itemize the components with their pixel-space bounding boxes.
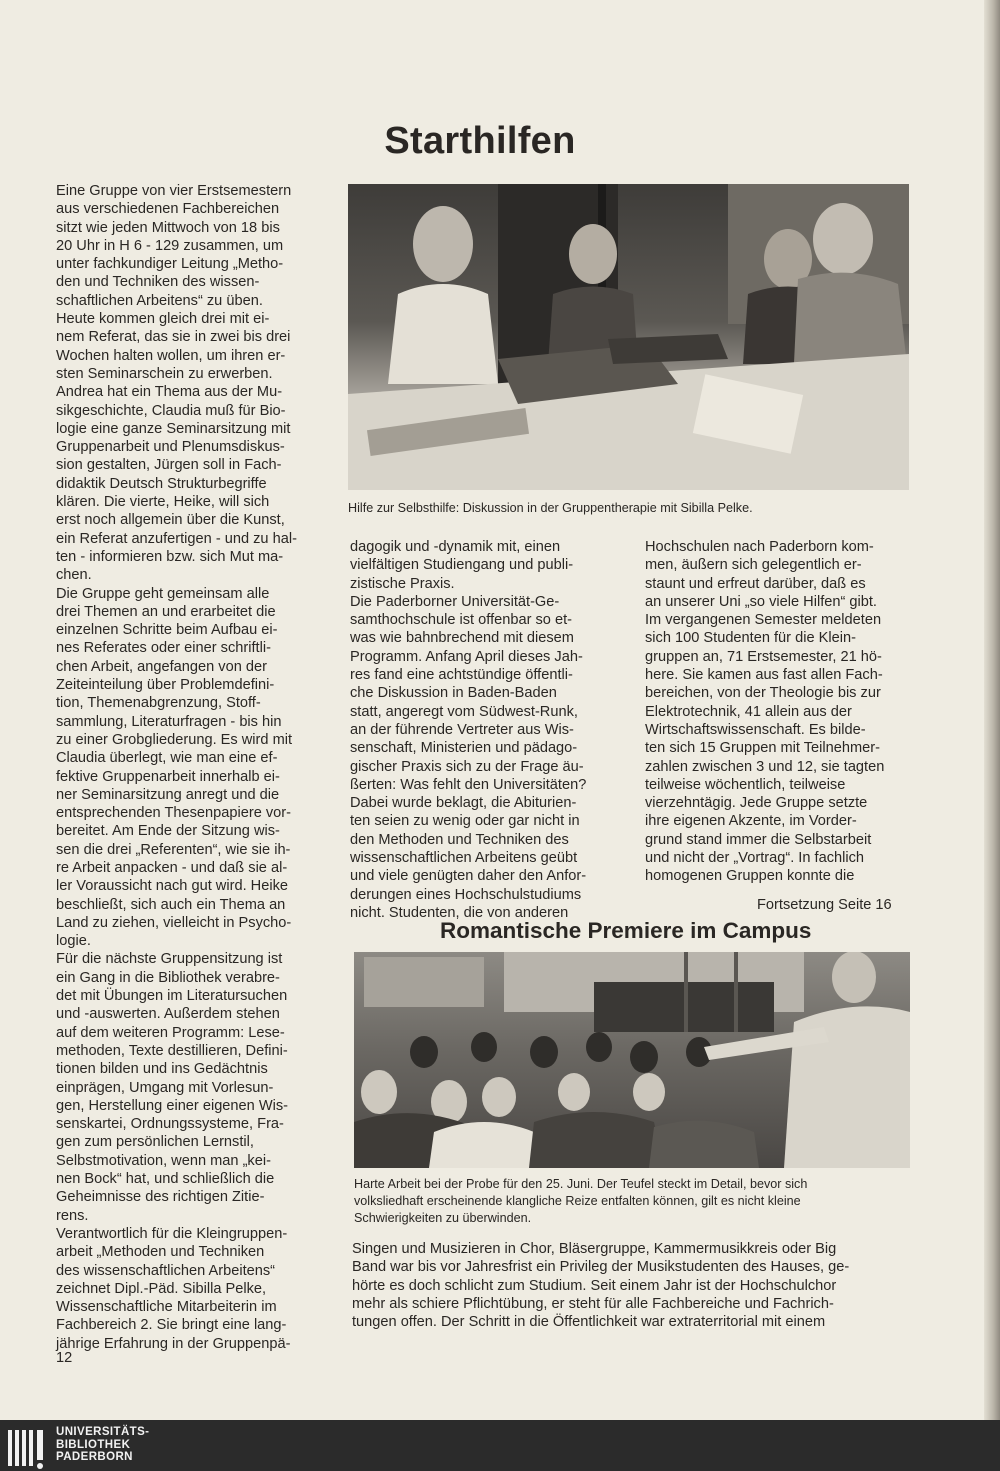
article-2-title: Romantische Premiere im Campus: [440, 918, 812, 943]
library-name: [56, 1426, 149, 1464]
library-name-line-3: PADERBORN: [56, 1451, 133, 1463]
photo-caption-1: Hilfe zur Selbsthilfe: Diskussion in der Gruppentherapie mit Sibilla Pelke.: [348, 501, 753, 515]
library-name-line-2: BIBLIOTHEK: [56, 1438, 131, 1451]
library-logo-icon: [6, 1426, 46, 1470]
library-name-line-1: UNIVERSITÄTS-: [56, 1426, 150, 1438]
choir-photo: [354, 952, 910, 1168]
article-column-2: dagogik und -dynamik mit, einen vielfältigen Studiengang und publi- zistische Praxis. Die Paderborner Universität-Ge- samthochschule ist offenbar so et- was wie bahnbrechend mit diesem Programm. Anfang April dieses Jah- res fand eine achtstündige öffentli- che Diskussion in Baden-Baden statt, angeregt vom Südwest-Runk, an der führende Vertreter aus Wis- senschaft, Ministerien und pädago- gischer Praxis sich zu der Frage äu- ßerten: Was fehlt den Universitäten? Dabei wurde beklagt, die Abiturien- ten seien zu wenig oder gar nicht in den Methoden und Techniken des wissenschaftlichen Arbeitens geübt und viele genügten daher den Anfor- derungen eines Hochschulstudiums nicht. Studenten, die von anderen: [350, 539, 587, 921]
choir-photo-illustration: [354, 952, 910, 1168]
article-column-1: Eine Gruppe von vier Erstsemestern aus verschiedenen Fachbereichen sitzt wie jeden Mittwoch von 18 bis 20 Uhr in H 6 - 129 zusammen, um unter fachkundiger Leitung „Metho- den und Techniken des wissen- schaftlichen Arbeitens“ zu üben. Heute kommen gleich drei mit ei- nem Referat, das sie in zwei bis drei Wochen halten wollen, um ihren er- sten Seminarschein zu erwerben. Andrea hat ein Thema aus der Mu- sikgeschichte, Claudia muß für Bio- logie eine ganze Seminarsitzung mit Gruppenarbeit und Plenumsdiskus- sion gestalten, Jürgen soll in Fach- didaktik Deutsch Strukturbegriffe klären. Die vierte, Heike, will sich erst noch allgemein über die Kunst, ein Referat anzufertigen - und zu hal- ten - informieren bzw. sich Mut ma- chen. Die Gruppe geht gemeinsam alle drei Themen an und erarbeitet die einzelnen Schritte beim Aufbau ei- nes Referates oder einer schriftli- chen Arbeit, angefangen von der Zeiteinteilung über Problemdefini- tion, Themenabgrenzung, Stoff- sammlung, Literaturfragen - bis hin zu einer Grobgliederung. Es wird mit Claudia überlegt, wie man eine ef- fektive Gruppenarbeit innerhalb ei- ner Seminarsitzung anregt und die entsprechenden Thesenpapiere vor- bereitet. Am Ende der Sitzung wis- sen die drei „Referenten“, wie sie ih- re Arbeit anpacken - und daß sie al- ler Voraussicht nach gut wird. Heike beschließt, sich auch ein Thema an Land zu ziehen, vielleicht in Psycho- logie. Für die nächste Gruppensitzung ist ein Gang in die Bibliothek verabre- det mit Übungen im Literatursuchen und -auswerten. Außerdem stehen auf dem weiteren Programm: Lese- methoden, Texte destillieren, Defini- tionen bilden und ins Gedächtnis einprägen, Umgang mit Vorlesun- gen, Herstellung einer eigenen Wis- senskartei, Ordnungssysteme, Fra- gen zum persönlichen Lernstil, Selbstmotivation, wenn man „kei- nen Bock“ hat, und schließlich die Geheimnisse des richtigen Zitie- rens. Verantwortlich für die Kleingruppen- arbeit „Methoden und Techniken des wissenschaftlichen Arbeitens“ zeichnet Dipl.-Päd. Sibilla Pelke, Wissenschaftliche Mitarbeiterin im Fachbereich 2. Sie bringt eine lang- jährige Erfahrung in der Gruppenpä-: [56, 183, 297, 1352]
group-photo-illustration: [348, 184, 909, 490]
page-number: 12: [56, 1350, 73, 1366]
library-footer: [0, 1420, 1000, 1471]
article-2-body: Singen und Musizieren in Chor, Bläsergruppe, Kammermusikkreis oder Big Band war bis vor Jahresfrist ein Privileg der Musikstudenten des Hauses, ge- hörte es doch schlicht zum Studium. Seit einem Jahr ist der Hochschulchor mehr als schiere Pflichtübung, er steht für alle Fachbereiche und Fachrich- tungen offen. Der Schritt in die Öffentlichkeit war extraterritorial mit einem: [352, 1241, 850, 1331]
page-edge: [984, 0, 1000, 1420]
photo-caption-2: Harte Arbeit bei der Probe für den 25. Juni. Der Teufel steckt im Detail, bevor sich volksliedhaft erscheinende klangliche Reize entfalten können, gilt es nicht kleine Schwierigkeiten zu überwinden.: [354, 1177, 808, 1225]
continued-note: Fortsetzung Seite 16: [757, 897, 892, 913]
group-photo: [348, 184, 909, 490]
article-title: Starthilfen: [384, 120, 576, 162]
article-column-3: Hochschulen nach Paderborn kom- men, äußern sich gelegentlich er- staunt und erfreut darüber, daß es an unserer Uni „so viele Hilfen“ gibt. Im vergangenen Semester meldeten sich 100 Studenten für die Klein- gruppen an, 71 Erstsemester, 21 hö- here. Sie kamen aus fast allen Fach- bereichen, von der Theologie bis zur Elektrotechnik, 41 allein aus der Wirtschaftswissenschaft. Es bilde- ten sich 15 Gruppen mit Teilnehmer- zahlen zwischen 3 und 12, sie tagten teilweise wöchentlich, teilweise vierzehntägig. Jede Gruppe setzte ihre eigenen Akzente, im Vorder- grund stand immer die Selbstarbeit und nicht der „Vortrag“. In fachlich homogenen Gruppen konnte die: [645, 539, 885, 885]
